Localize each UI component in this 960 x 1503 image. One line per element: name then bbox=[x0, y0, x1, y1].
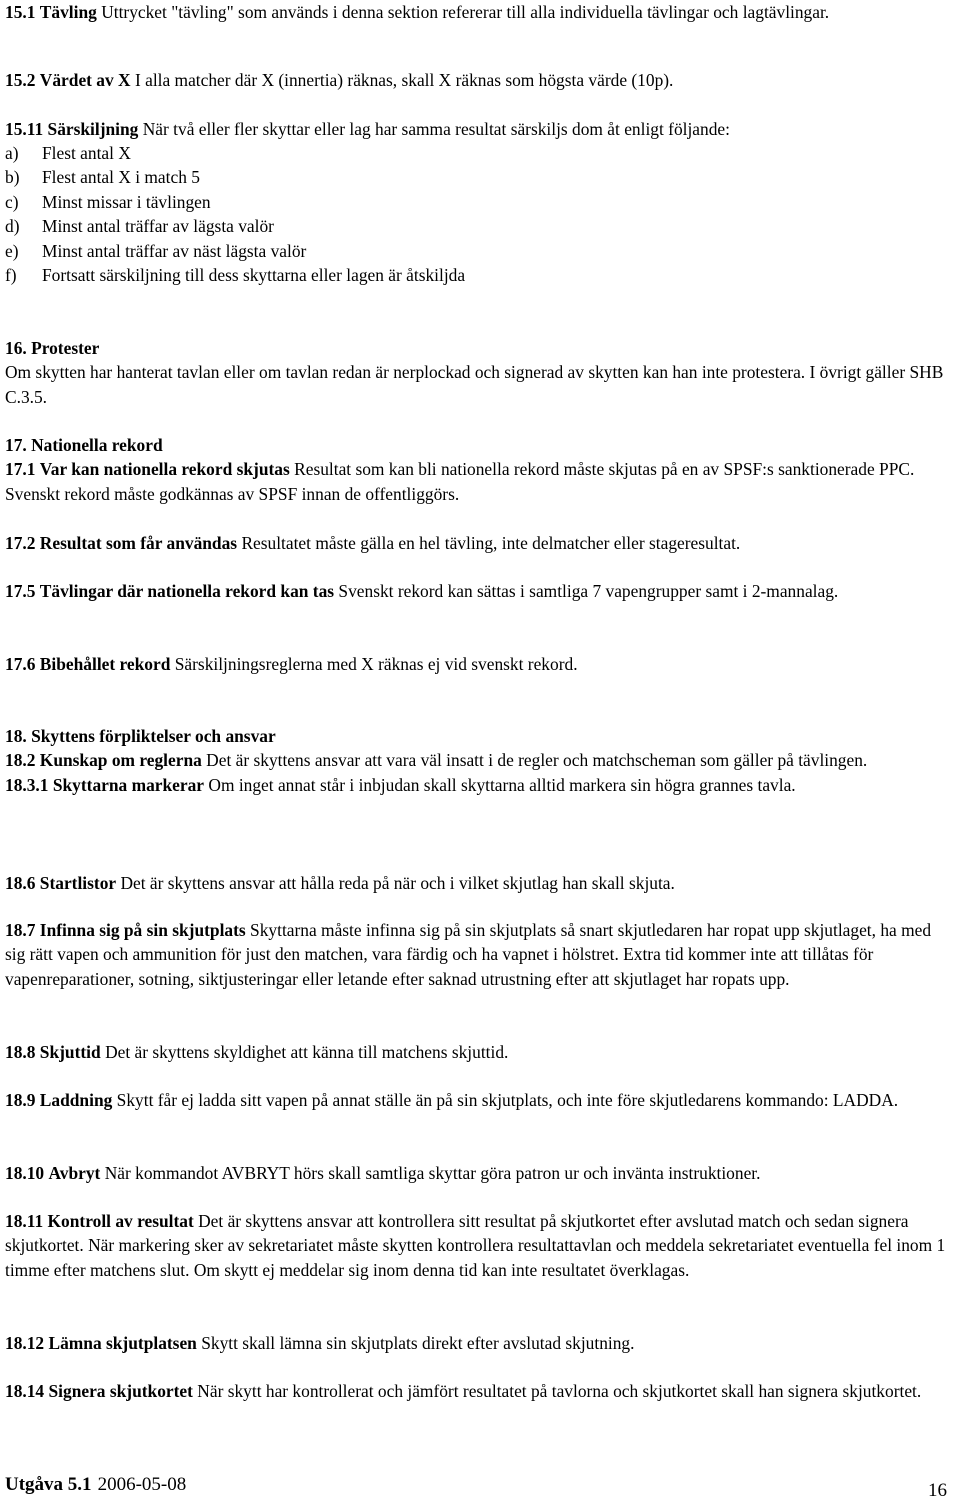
section-text: Resultatet måste gälla en hel tävling, inte delmatcher eller stageresultat. bbox=[241, 533, 741, 553]
section-text: Skytt skall lämna sin skjutplats direkt efter avslutad skjutning. bbox=[201, 1333, 635, 1353]
section-number: 15.2 bbox=[5, 70, 36, 90]
section-text: Det är skyttens ansvar att hålla reda på när och i vilket skjutlag han skall skjuta. bbox=[120, 873, 675, 893]
list-text: Minst antal träffar av näst lägsta valör bbox=[42, 240, 307, 261]
section-title: Laddning bbox=[39, 1090, 113, 1110]
list-item bbox=[5, 190, 905, 214]
section-title: Bibehållet rekord bbox=[39, 654, 171, 674]
list-label: a) bbox=[5, 143, 19, 163]
list-text: Fortsatt särskiljning till dess skyttarna eller lagen är åtskiljda bbox=[42, 264, 466, 285]
section-text: Det är skyttens ansvar att kontrollera sitt resultat på skjutkortet efter avslutad match och sedan signera skjutkortet. När markering sker av sekretariatet måste skytten kontrollera resultattavlan och meddela sekretariatet eventuella fel inom 1 timme efter matchens slut. Om skytt ej meddelar sig inom denna tid kan inte resultatet överklagas. bbox=[5, 1211, 946, 1280]
page-footer bbox=[5, 1473, 955, 1499]
section-text: Skytt får ej ladda sitt vapen på annat ställe än på sin skjutplats, och inte före skjutledarens kommando: LADDA. bbox=[116, 1090, 899, 1110]
section-title: Tävling bbox=[39, 2, 97, 22]
list-text: Minst missar i tävlingen bbox=[42, 191, 211, 212]
section-number: 18.7 bbox=[5, 920, 36, 940]
section-title: Kontroll av resultat bbox=[47, 1211, 194, 1231]
section-18-9 bbox=[5, 1088, 955, 1112]
list-text: Flest antal X i match 5 bbox=[42, 167, 200, 188]
section-number: 18.2 bbox=[5, 750, 36, 771]
section-heading: 17. Nationella rekord bbox=[5, 435, 163, 455]
list-item bbox=[5, 141, 905, 165]
section-15-1 bbox=[5, 0, 955, 24]
list-item bbox=[5, 165, 905, 189]
section-17-2 bbox=[5, 531, 955, 555]
section-18-7 bbox=[5, 918, 955, 991]
section-18-8 bbox=[5, 1040, 955, 1064]
section-number: 18.8 bbox=[5, 1042, 36, 1062]
list-item bbox=[5, 214, 905, 238]
list-text: Minst antal träffar av lägsta valör bbox=[42, 216, 274, 237]
section-title: Lämna skjutplatsen bbox=[48, 1333, 197, 1353]
list-label: b) bbox=[5, 167, 20, 188]
list-item bbox=[5, 263, 905, 287]
list-label: d) bbox=[5, 216, 20, 237]
list-item bbox=[5, 239, 905, 263]
section-number: 18.6 bbox=[5, 873, 36, 893]
section-18 bbox=[5, 724, 955, 797]
section-text: Skyttarna måste infinna sig på sin skjutplats så snart skjutledaren har ropat upp skjutlaget, ha med sig rätt vapen och ammunition för just den matchen, vara färdig och ha vapnet i hölstret. Extra tid kommer inte att tillåtas för vapenreparationer, sotning, siktjusteringar eller letande efter saknad utrustning efter att skjutlaget har ropats upp. bbox=[5, 920, 932, 989]
section-heading: 16. Protester bbox=[5, 338, 100, 358]
page-number: 16 bbox=[928, 1480, 947, 1501]
section-title: Signera skjutkortet bbox=[48, 1381, 193, 1401]
section-18-11 bbox=[5, 1209, 955, 1282]
list-text: Flest antal X bbox=[42, 143, 131, 163]
section-17-6 bbox=[5, 652, 955, 676]
list-label: e) bbox=[5, 240, 19, 261]
tiebreak-list bbox=[5, 141, 905, 287]
section-number: 18.14 bbox=[5, 1381, 45, 1401]
section-number: 17.5 bbox=[5, 581, 36, 601]
section-text: När skytt har kontrollerat och jämfört resultatet på tavlorna och skjutkortet skall han signera skjutkortet. bbox=[197, 1381, 922, 1401]
edition-date: 2006-05-08 bbox=[97, 1474, 187, 1495]
section-text: Det är skyttens ansvar att vara väl insatt i de regler och matchscheman som gäller på tävlingen. bbox=[206, 750, 868, 771]
section-text: Det är skyttens skyldighet att känna till matchens skjuttid. bbox=[105, 1042, 509, 1062]
section-title: Tävlingar där nationella rekord kan tas bbox=[39, 581, 335, 601]
section-number: 18.9 bbox=[5, 1090, 36, 1110]
section-18-10 bbox=[5, 1161, 955, 1185]
section-number: 17.1 bbox=[5, 459, 36, 480]
section-text: Om inget annat står i inbjudan skall skyttarna alltid markera sin högra grannes tavla. bbox=[208, 774, 796, 795]
section-number: 17.2 bbox=[5, 533, 36, 553]
section-number: 15.11 bbox=[5, 119, 44, 139]
list-label: f) bbox=[5, 264, 17, 285]
section-15-2 bbox=[5, 68, 955, 92]
section-text: Uttrycket "tävling" som används i denna sektion refererar till alla individuella tävlingar och lagtävlingar. bbox=[101, 2, 830, 22]
section-17-5 bbox=[5, 579, 955, 603]
section-number: 18.3.1 bbox=[5, 774, 49, 795]
section-number: 17.6 bbox=[5, 654, 36, 674]
section-title: Startlistor bbox=[39, 873, 117, 893]
section-18-6 bbox=[5, 871, 955, 895]
section-title: Skyttarna markerar bbox=[52, 774, 205, 795]
section-number: 18.11 bbox=[5, 1211, 44, 1231]
section-title: Resultat som får användas bbox=[39, 533, 238, 553]
section-title: Skjuttid bbox=[39, 1042, 101, 1062]
section-title: Infinna sig på sin skjutplats bbox=[39, 920, 246, 940]
section-title: Kunskap om reglerna bbox=[39, 750, 202, 771]
section-16 bbox=[5, 336, 955, 409]
section-text: Särskiljningsreglerna med X räknas ej vid svenskt rekord. bbox=[174, 654, 578, 674]
section-title: Värdet av X bbox=[39, 70, 131, 90]
section-number: 15.1 bbox=[5, 2, 36, 22]
section-number: 18.12 bbox=[5, 1333, 45, 1353]
section-number: 18.10 bbox=[5, 1163, 45, 1183]
section-17 bbox=[5, 433, 955, 506]
section-text: Om skytten har hanterat tavlan eller om tavlan redan är nerplockad och signerad av skytten kan han inte protestera. I övrigt gäller SHB C.3.5. bbox=[5, 362, 944, 407]
section-18-12 bbox=[5, 1331, 955, 1355]
section-text: I alla matcher där X (innertia) räknas, skall X räknas som högsta värde (10p). bbox=[134, 70, 674, 90]
edition-info bbox=[5, 1473, 186, 1497]
section-text: När två eller fler skyttar eller lag har samma resultat särskiljs dom åt enligt följande: bbox=[142, 119, 730, 139]
section-text: Resultat som kan bli nationella rekord måste skjutas på en av SPSF:s sanktionerade PPC. Svenskt rekord måste godkännas av SPSF innan de offentliggörs. bbox=[5, 459, 915, 504]
section-title: Var kan nationella rekord skjutas bbox=[39, 459, 290, 480]
section-15-11 bbox=[5, 117, 955, 141]
section-title: Avbryt bbox=[48, 1163, 101, 1183]
list-label: c) bbox=[5, 191, 19, 212]
section-text: Svenskt rekord kan sättas i samtliga 7 vapengrupper samt i 2-mannalag. bbox=[338, 581, 839, 601]
section-18-14 bbox=[5, 1379, 955, 1403]
section-heading: 18. Skyttens förpliktelser och ansvar bbox=[5, 726, 276, 746]
edition-label: Utgåva 5.1 bbox=[5, 1474, 92, 1495]
section-title: Särskiljning bbox=[47, 119, 139, 139]
section-text: När kommandot AVBRYT hörs skall samtliga skyttar göra patron ur och invänta instruktioner. bbox=[104, 1163, 761, 1183]
